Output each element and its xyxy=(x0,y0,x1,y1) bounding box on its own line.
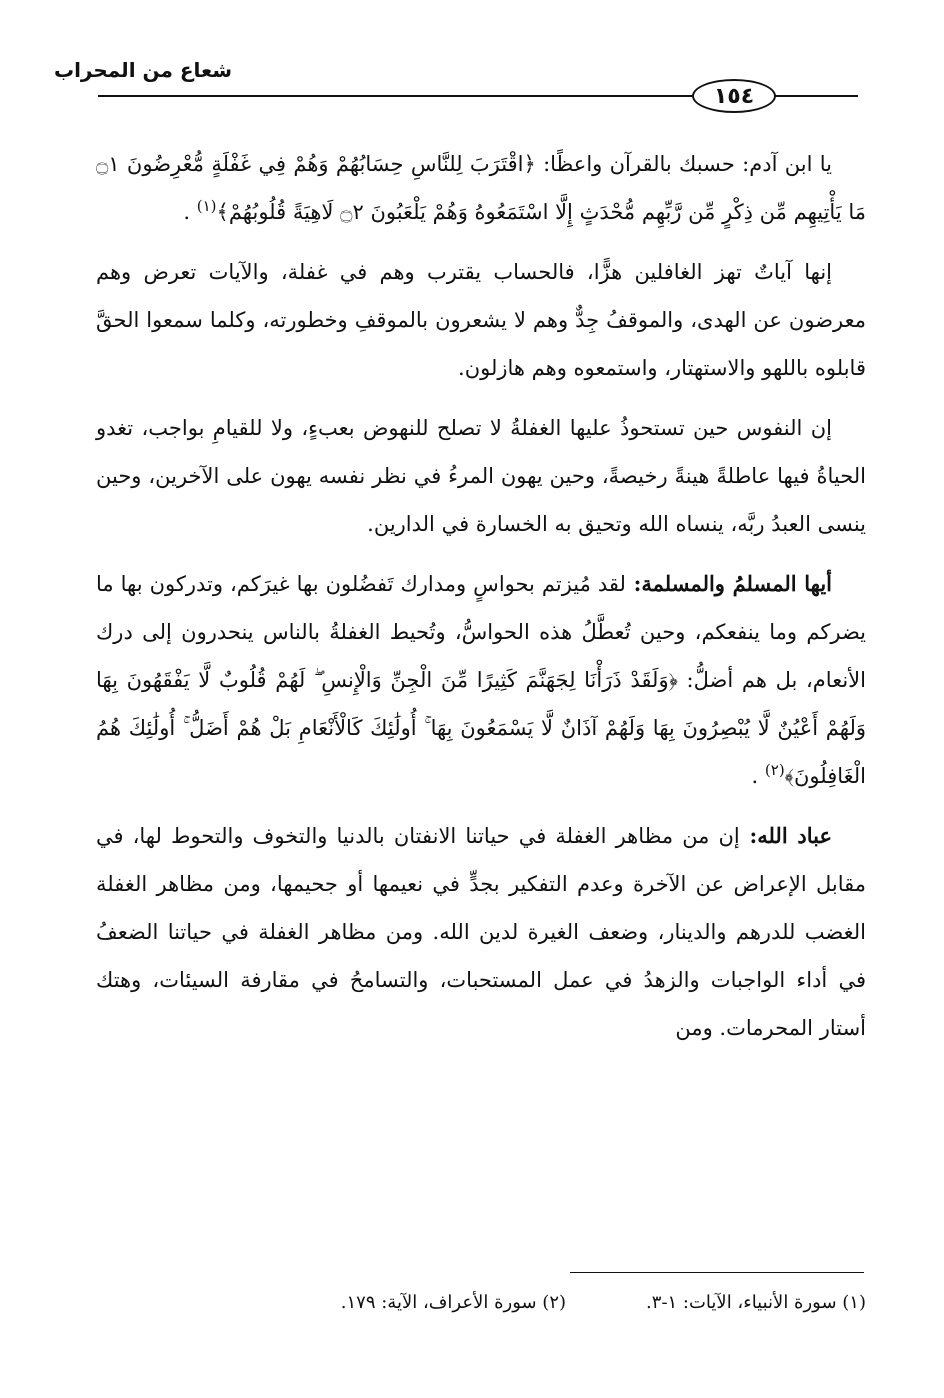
paragraph-5-lead: عباد الله: xyxy=(739,823,832,848)
footnote-2: (٢) سورة الأعراف، الآية: ١٧٩. xyxy=(340,1292,567,1313)
paragraph-2: إنها آياتٌ تهز الغافلين هزًّا، فالحساب يقترب وهم في غفلة، والآيات تعرض وهم معرضون عن الهدى، والموقفُ جِدٌّ وهم لا يشعرون بالموقفِ وخطورته، وكلما سمعوا الحقَّ قابلوه باللهو والاستهتار، واستمعوه وهم هازلون. xyxy=(96,260,866,380)
running-title: شعاع من المحراب xyxy=(53,58,232,82)
paragraph-5-text: إن من مظاهر الغفلة في حياتنا الانفتان بالدنيا والتخوف والتحوط لها، في مقابل الإعراض عن الآخرة وعدم التفكير بجدٍّ في نعيمها أو جحيمها، ومن مظاهر الغفلة الغضب للدرهم والدينار، وضعف الغيرة لدين الله. ومن مظاهر الغفلة في حياتنا الضعفُ في أداء الواجبات والزهدُ في عمل المستحبات، والتسامحُ في مقارفة السيئات، وهتك أستار المحرمات. ومن xyxy=(96,824,866,1040)
paragraph-4-lead: أيها المسلمُ والمسلمة: xyxy=(625,571,833,596)
quran-verse-anbiya: ﴿اقْتَرَبَ لِلنَّاسِ حِسَابُهُمْ وَهُمْ فِي غَفْلَةٍ مُّعْرِضُونَ ۝١ مَا يَأْتِيهِم مِّن ذِكْرٍ مِّن رَّبِّهِم مُّحْدَثٍ إِلَّا اسْتَمَعُوهُ وَهُمْ يَلْعَبُونَ ۝٢ لَاهِيَةً قُلُوبُهُمْ﴾ xyxy=(96,152,866,224)
paragraph-4-text: لقد مُيزتم بحواسٍ ومدارك تَفضُلون بها غيرَكم، وتدركون بها ما يضركم وما ينفعكم، وحين تُعطَّلُ هذه الحواسُّ، وتُحيط الغفلةُ بالناس ينحدرون إلى درك الأنعام، بل هم أضلُّ: xyxy=(96,572,866,692)
footnote-ref-1: (١) xyxy=(196,197,217,215)
paragraph-1 xyxy=(96,140,866,236)
paragraph-4-suffix: . xyxy=(751,764,765,788)
quran-verse-araf: ﴿وَلَقَدْ ذَرَأْنَا لِجَهَنَّمَ كَثِيرًا مِّنَ الْجِنِّ وَالْإِنسِ ۖ لَهُمْ قُلُوبٌ لَّا يَفْقَهُونَ بِهَا وَلَهُمْ أَعْيُنٌ لَّا يُبْصِرُونَ بِهَا وَلَهُمْ آذَانٌ لَّا يَسْمَعُونَ بِهَا ۚ أُولَٰئِكَ كَالْأَنْعَامِ بَلْ هُمْ أَضَلُّ ۚ أُولَٰئِكَ هُمُ الْغَافِلُونَ﴾ xyxy=(96,668,866,788)
footnote-1: (١) سورة الأنبياء، الآيات: ١-٣. xyxy=(646,1292,866,1313)
body-text xyxy=(96,140,866,1064)
paragraph-3: إن النفوس حين تستحوذُ عليها الغفلةُ لا تصلح للنهوض بعبءٍ، ولا للقيامِ بواجب، تغدو الحياةُ فيها عاطلةً هينةً رخيصةً، وحين يهون المرءُ في نظر نفسه يهون على الآخرين، وحين ينسى العبدُ ربَّه، ينساه الله وتحيق به الخسارة في الدارين. xyxy=(96,416,866,536)
footnote-rule xyxy=(570,1272,864,1273)
paragraph-1-prefix: يا ابن آدم: حسبك بالقرآن واعظًا: xyxy=(535,152,832,176)
footnotes xyxy=(96,1292,866,1313)
footnote-ref-2: (٢) xyxy=(764,761,785,779)
paragraph-1-suffix: . xyxy=(183,200,197,224)
paragraph-5 xyxy=(96,812,866,1052)
page-number: ١٥٤ xyxy=(692,79,776,113)
paragraph-4 xyxy=(96,560,866,800)
